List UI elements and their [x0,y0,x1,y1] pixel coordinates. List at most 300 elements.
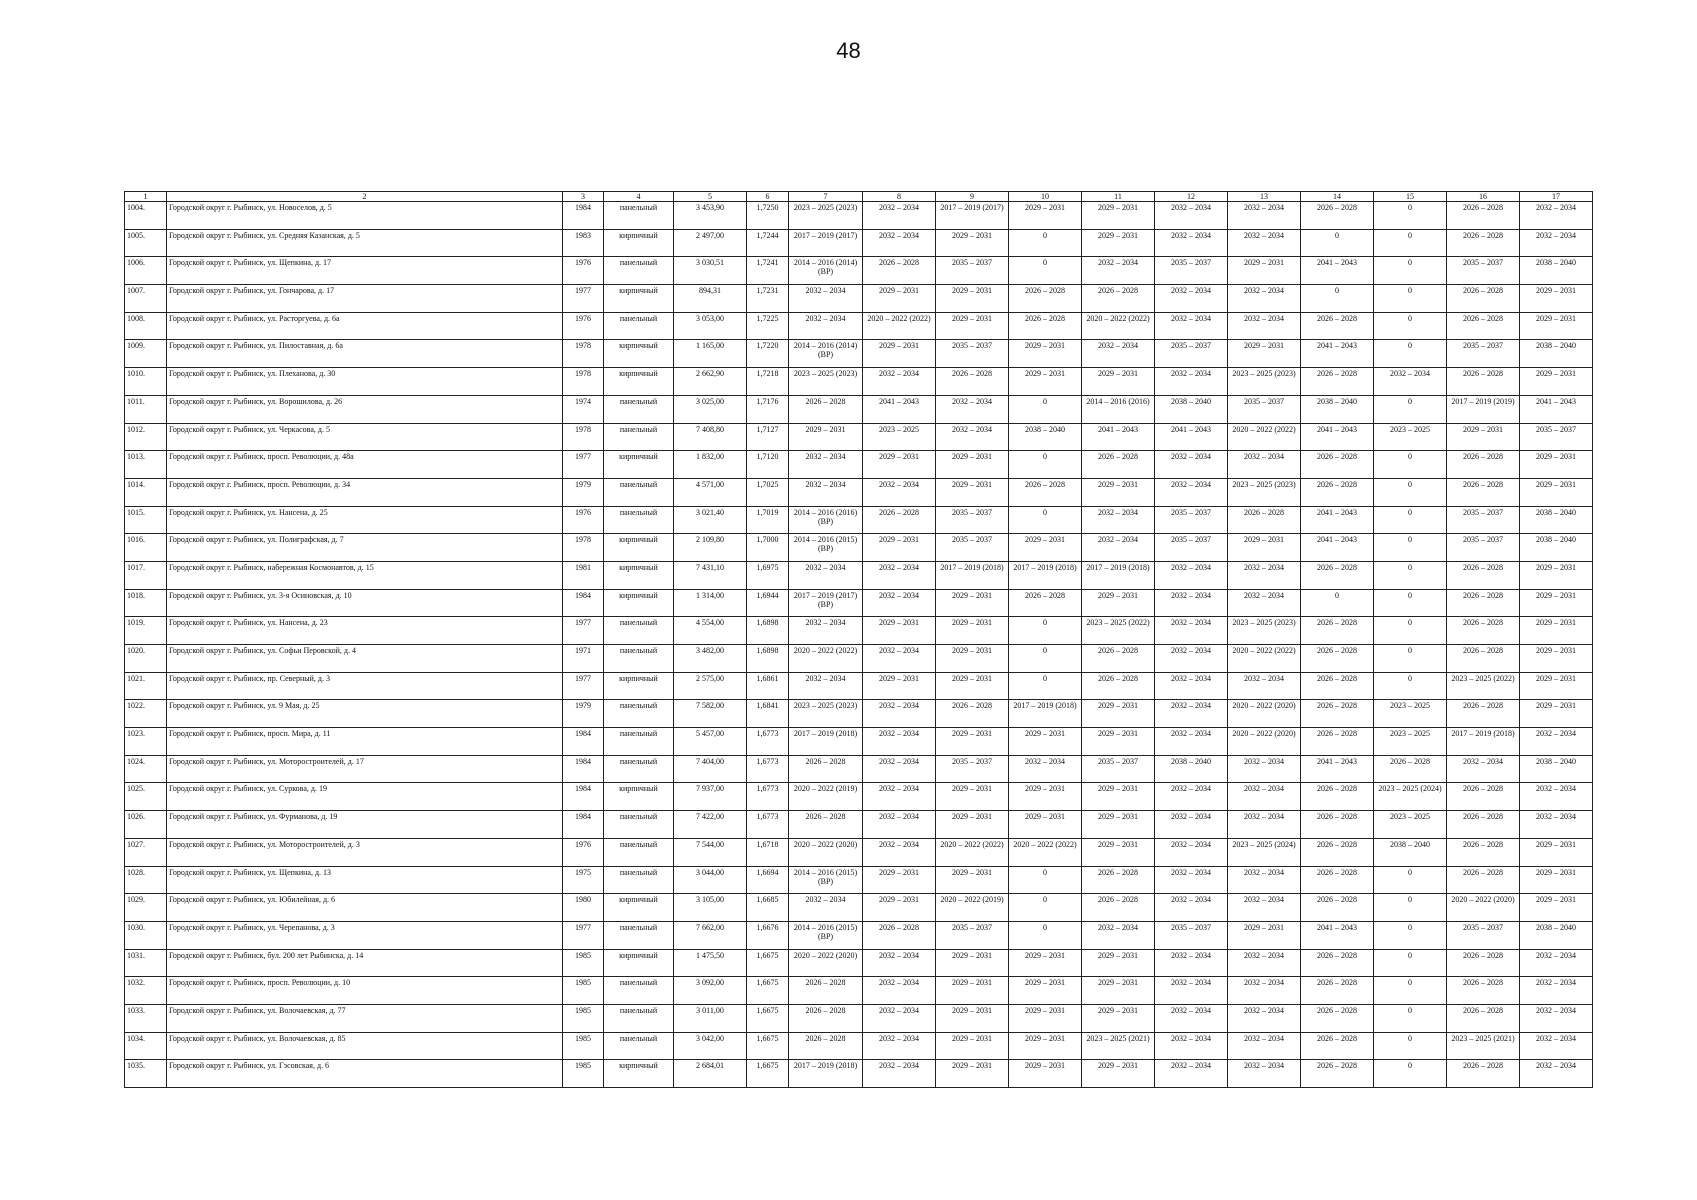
table-cell: 1984 [563,728,604,756]
table-cell: 2017 – 2019 (2018) [789,1060,863,1088]
table-cell: 1984 [563,783,604,811]
table-cell: 2032 – 2034 [1228,1032,1301,1060]
table-cell: 2035 – 2037 [1082,755,1155,783]
table-cell: 2026 – 2028 [1009,589,1082,617]
column-header: 9 [936,192,1009,202]
table-cell: Городской округ г. Рыбинск, ул. Полиграфская, д. 7 [167,534,563,562]
table-cell: 2026 – 2028 [1447,202,1520,230]
table-cell: 2032 – 2034 [863,755,936,783]
table-cell: 1975 [563,866,604,894]
table-cell: панельный [604,921,674,949]
table-cell: 2029 – 2031 [1082,1060,1155,1088]
column-header: 16 [1447,192,1520,202]
table-cell: 2026 – 2028 [789,977,863,1005]
table-cell: 1,7120 [747,451,789,479]
table-cell: 2035 – 2037 [1155,921,1228,949]
table-cell: 3 021,40 [674,506,747,534]
table-cell: 2026 – 2028 [789,811,863,839]
column-header: 15 [1374,192,1447,202]
table-cell: 7 422,00 [674,811,747,839]
table-cell: 1978 [563,423,604,451]
table-cell: 1,6676 [747,921,789,949]
table-cell: 2 497,00 [674,229,747,257]
table-cell: 7 582,00 [674,700,747,728]
table-cell: 1012. [125,423,167,451]
table-cell: 2029 – 2031 [936,285,1009,313]
table-row [125,589,1593,617]
table-cell: 2017 – 2019 (2017) [936,202,1009,230]
table-cell: 2032 – 2034 [1155,368,1228,396]
table-cell: 1,7225 [747,312,789,340]
table-cell: 2026 – 2028 [1082,285,1155,313]
table-cell: 2035 – 2037 [1228,395,1301,423]
table-cell: 2026 – 2028 [1447,285,1520,313]
table-cell: 2026 – 2028 [1447,229,1520,257]
table-cell: 2026 – 2028 [1447,811,1520,839]
table-cell: 2014 – 2016 (2015) (ВР) [789,921,863,949]
table-cell: 2038 – 2040 [1155,755,1228,783]
table-cell: 2035 – 2037 [936,534,1009,562]
table-cell: 2032 – 2034 [1520,202,1593,230]
table-cell: 2026 – 2028 [1228,506,1301,534]
table-cell: 2032 – 2034 [1520,977,1593,1005]
table-cell: 1,6975 [747,561,789,589]
table-cell: 2032 – 2034 [1155,1004,1228,1032]
table-cell: 2032 – 2034 [1228,285,1301,313]
table-row [125,1032,1593,1060]
table-cell: 0 [1009,866,1082,894]
table-cell: 2029 – 2031 [1009,783,1082,811]
table-cell: 2026 – 2028 [1301,451,1374,479]
table-cell: 2029 – 2031 [1228,921,1301,949]
table-cell: 2020 – 2022 (2022) [1228,423,1301,451]
table-cell: 1985 [563,1060,604,1088]
table-cell: 2026 – 2028 [1082,894,1155,922]
table-cell: 2 575,00 [674,672,747,700]
table-cell: Городской округ г. Рыбинск, ул. Расторгуева, д. 6а [167,312,563,340]
table-cell: 2041 – 2043 [1301,506,1374,534]
table-cell: Городской округ г. Рыбинск, ул. Гэсовская, д. 6 [167,1060,563,1088]
table-cell: 2032 – 2034 [1520,949,1593,977]
table-cell: 2032 – 2034 [1228,1004,1301,1032]
table-cell: 0 [1374,202,1447,230]
table-cell: 2029 – 2031 [863,340,936,368]
table-cell: Городской округ г. Рыбинск, ул. Новоселов, д. 5 [167,202,563,230]
table-cell: 2029 – 2031 [1520,561,1593,589]
table-cell: 2032 – 2034 [863,1004,936,1032]
table-cell: 2029 – 2031 [1009,811,1082,839]
table-cell: 1985 [563,1032,604,1060]
table-cell: 2026 – 2028 [1447,1060,1520,1088]
table-row [125,368,1593,396]
table-cell: 2026 – 2028 [1301,949,1374,977]
table-cell: 2023 – 2025 [1374,700,1447,728]
table-cell: 2032 – 2034 [1228,589,1301,617]
table-cell: 0 [1374,506,1447,534]
table-cell: 1025. [125,783,167,811]
table-row [125,811,1593,839]
table-cell: 2029 – 2031 [1082,783,1155,811]
table-cell: 2023 – 2025 [1374,728,1447,756]
table-cell: 2023 – 2025 (2023) [789,368,863,396]
table-row [125,838,1593,866]
table-cell: 2032 – 2034 [863,368,936,396]
table-row [125,755,1593,783]
table-cell: 2014 – 2016 (2016) [1082,395,1155,423]
table-cell: 2029 – 2031 [1082,1004,1155,1032]
table-cell: 7 431,10 [674,561,747,589]
table-cell: 1,6841 [747,700,789,728]
table-cell: 1,6675 [747,1060,789,1088]
table-cell: 2026 – 2028 [1447,312,1520,340]
table-cell: 2020 – 2022 (2020) [1228,700,1301,728]
table-cell: 2029 – 2031 [936,229,1009,257]
table-row [125,423,1593,451]
table-cell: 7 662,00 [674,921,747,949]
table-cell: 2032 – 2034 [863,811,936,839]
table-cell: 0 [1374,921,1447,949]
table-cell: 2020 – 2022 (2022) [863,312,936,340]
table-cell: 0 [1009,451,1082,479]
table-cell: 0 [1009,894,1082,922]
table-cell: 2029 – 2031 [1082,229,1155,257]
table-cell: 2029 – 2031 [1082,589,1155,617]
table-cell: 2032 – 2034 [1155,617,1228,645]
table-cell: панельный [604,838,674,866]
table-cell: 2029 – 2031 [936,617,1009,645]
table-cell: 2029 – 2031 [1009,949,1082,977]
table-cell: 2038 – 2040 [1301,395,1374,423]
table-cell: 1,6898 [747,617,789,645]
table-cell: панельный [604,478,674,506]
table-cell: кирпичный [604,1060,674,1088]
table-cell: 1976 [563,257,604,285]
table-cell: 2029 – 2031 [863,534,936,562]
table-cell: 2032 – 2034 [789,312,863,340]
table-cell: 1971 [563,645,604,673]
table-cell: 2032 – 2034 [789,285,863,313]
table-cell: 2041 – 2043 [1301,921,1374,949]
table-cell: 1,6898 [747,645,789,673]
table-cell: 1,7244 [747,229,789,257]
table-cell: 2035 – 2037 [1155,506,1228,534]
table-cell: 2023 – 2025 (2023) [1228,617,1301,645]
table-cell: 2032 – 2034 [1155,866,1228,894]
table-cell: 2035 – 2037 [1447,340,1520,368]
table-cell: 2032 – 2034 [1228,866,1301,894]
table-cell: 2032 – 2034 [1155,672,1228,700]
table-cell: 1,6861 [747,672,789,700]
table-cell: 2029 – 2031 [936,811,1009,839]
table-cell: 2029 – 2031 [936,783,1009,811]
table-cell: 1974 [563,395,604,423]
table-cell: 2038 – 2040 [1520,921,1593,949]
table-cell: 2032 – 2034 [1155,783,1228,811]
column-header: 13 [1228,192,1301,202]
table-cell: 2032 – 2034 [863,645,936,673]
column-header: 17 [1520,192,1593,202]
table-cell: панельный [604,1004,674,1032]
table-cell: 0 [1374,340,1447,368]
table-cell: 2038 – 2040 [1520,755,1593,783]
table-cell: 2035 – 2037 [936,506,1009,534]
table-cell: 2029 – 2031 [1082,700,1155,728]
table-cell: 2032 – 2034 [863,977,936,1005]
table-cell: 2026 – 2028 [1301,728,1374,756]
table-cell: 1 314,00 [674,589,747,617]
table-cell: 1026. [125,811,167,839]
table-cell: 2029 – 2031 [1520,672,1593,700]
table-row [125,451,1593,479]
table-cell: 2017 – 2019 (2018) [1009,561,1082,589]
table-cell: 1984 [563,202,604,230]
table-cell: 2026 – 2028 [1447,866,1520,894]
table-cell: 2023 – 2025 (2022) [1447,672,1520,700]
table-cell: 1977 [563,285,604,313]
table-cell: 2032 – 2034 [1520,728,1593,756]
table-cell: 2032 – 2034 [936,423,1009,451]
table-cell: 1,6773 [747,783,789,811]
table-cell: 7 404,00 [674,755,747,783]
table-cell: 1,7025 [747,478,789,506]
table-cell: 2029 – 2031 [1009,1004,1082,1032]
table-cell: 3 105,00 [674,894,747,922]
table-cell: 2032 – 2034 [1155,1060,1228,1088]
table-cell: 2026 – 2028 [1301,312,1374,340]
column-header: 14 [1301,192,1374,202]
table-cell: панельный [604,506,674,534]
table-cell: кирпичный [604,589,674,617]
table-cell: 2026 – 2028 [1301,1004,1374,1032]
table-cell: 1984 [563,811,604,839]
table-cell: 2029 – 2031 [1082,368,1155,396]
table-cell: 2029 – 2031 [863,866,936,894]
table-cell: 2032 – 2034 [789,478,863,506]
table-cell: 2020 – 2022 (2019) [789,783,863,811]
table-row [125,728,1593,756]
table-cell: 1985 [563,1004,604,1032]
table-cell: Городской округ г. Рыбинск, ул. Софьи Перовской, д. 4 [167,645,563,673]
table-cell: 2032 – 2034 [1520,783,1593,811]
table-cell: 2035 – 2037 [1447,506,1520,534]
table-cell: панельный [604,617,674,645]
table-cell: 0 [1374,894,1447,922]
table-cell: панельный [604,977,674,1005]
table-cell: 0 [1374,977,1447,1005]
table-cell: 1011. [125,395,167,423]
table-cell: 2029 – 2031 [1082,949,1155,977]
table-cell: 3 482,00 [674,645,747,673]
table-cell: 2017 – 2019 (2018) [1447,728,1520,756]
table-cell: 0 [1374,866,1447,894]
table-cell: Городской округ г. Рыбинск, ул. Пилоставная, д. 6а [167,340,563,368]
table-cell: 2029 – 2031 [936,1032,1009,1060]
table-cell: 1978 [563,534,604,562]
table-cell: 2038 – 2040 [1374,838,1447,866]
table-cell: 2026 – 2028 [789,755,863,783]
table-cell: 2026 – 2028 [1447,977,1520,1005]
table-cell: 2017 – 2019 (2017) (ВР) [789,589,863,617]
table-cell: 2026 – 2028 [1447,589,1520,617]
table-cell: 2029 – 2031 [1520,285,1593,313]
table-cell: 1008. [125,312,167,340]
table-cell: 2023 – 2025 (2023) [789,202,863,230]
table-cell: 2017 – 2019 (2018) [936,561,1009,589]
table-cell: 2029 – 2031 [863,285,936,313]
table-cell: 2 109,80 [674,534,747,562]
table-cell: 5 457,00 [674,728,747,756]
table-cell: 2020 – 2022 (2019) [936,894,1009,922]
table-cell: 2029 – 2031 [1520,894,1593,922]
table-cell: 1032. [125,977,167,1005]
table-cell: 2032 – 2034 [1228,811,1301,839]
table-cell: Городской округ г. Рыбинск, ул. Моторостроителей, д. 17 [167,755,563,783]
table-cell: 3 044,00 [674,866,747,894]
table-cell: 2029 – 2031 [936,451,1009,479]
table-cell: 2026 – 2028 [1301,1060,1374,1088]
table-cell: 2026 – 2028 [1009,478,1082,506]
table-cell: 2026 – 2028 [1301,645,1374,673]
table-cell: 7 544,00 [674,838,747,866]
table-cell: 2032 – 2034 [1228,949,1301,977]
table-cell: 0 [1009,395,1082,423]
table-cell: 2023 – 2025 (2023) [789,700,863,728]
table-cell: 1976 [563,838,604,866]
table-cell: 2026 – 2028 [1447,1004,1520,1032]
table-cell: 2026 – 2028 [1447,783,1520,811]
table-cell: 2032 – 2034 [1009,755,1082,783]
table-cell: 2026 – 2028 [789,395,863,423]
table-cell: 2026 – 2028 [1301,700,1374,728]
table-cell: 1,6944 [747,589,789,617]
table-cell: 2035 – 2037 [1447,257,1520,285]
table-row [125,229,1593,257]
table-cell: 0 [1374,229,1447,257]
table-cell: 2035 – 2037 [936,340,1009,368]
table-row [125,312,1593,340]
table-cell: 2026 – 2028 [1447,645,1520,673]
table-cell: 1029. [125,894,167,922]
table-cell: 1979 [563,478,604,506]
table-cell: 2026 – 2028 [1301,202,1374,230]
column-header: 8 [863,192,936,202]
table-cell: 2032 – 2034 [1520,811,1593,839]
table-cell: 1979 [563,700,604,728]
table-cell: 1,7000 [747,534,789,562]
table-cell: 2023 – 2025 (2024) [1374,783,1447,811]
table-cell: 1977 [563,451,604,479]
table-cell: 2032 – 2034 [1155,977,1228,1005]
table-cell: 2023 – 2025 (2023) [1228,478,1301,506]
table-cell: 2029 – 2031 [863,672,936,700]
table-cell: Городской округ г. Рыбинск, ул. Моторостроителей, д. 3 [167,838,563,866]
table-cell: 0 [1374,1060,1447,1088]
table-cell: 2029 – 2031 [936,478,1009,506]
table-cell: панельный [604,257,674,285]
table-cell: 0 [1374,534,1447,562]
table-cell: 1033. [125,1004,167,1032]
table-cell: 2026 – 2028 [1447,838,1520,866]
table-row [125,949,1593,977]
table-cell: 2029 – 2031 [1228,534,1301,562]
table-row [125,395,1593,423]
table-cell: 2023 – 2025 [1374,423,1447,451]
table-cell: Городской округ г. Рыбинск, просп. Революции, д. 10 [167,977,563,1005]
table-cell: 2026 – 2028 [1301,838,1374,866]
table-cell: 7 937,00 [674,783,747,811]
table-cell: Городской округ г. Рыбинск, ул. Волочаевская, д. 85 [167,1032,563,1060]
table-cell: 2026 – 2028 [863,257,936,285]
table-cell: 2029 – 2031 [1009,1032,1082,1060]
table-cell: 1978 [563,368,604,396]
table-cell: 2014 – 2016 (2015) (ВР) [789,866,863,894]
table-cell: 2026 – 2028 [1447,949,1520,977]
table-cell: кирпичный [604,368,674,396]
table-cell: 1,6718 [747,838,789,866]
table-cell: 2026 – 2028 [1301,1032,1374,1060]
table-cell: 2026 – 2028 [936,368,1009,396]
table-cell: 2029 – 2031 [1447,423,1520,451]
table-cell: 2026 – 2028 [1374,755,1447,783]
column-header: 12 [1155,192,1228,202]
table-cell: Городской округ г. Рыбинск, ул. Черепанова, д. 3 [167,921,563,949]
table-cell: 1976 [563,506,604,534]
table-cell: 2032 – 2034 [1155,811,1228,839]
table-cell: 2026 – 2028 [1301,561,1374,589]
table-cell: 2032 – 2034 [1155,589,1228,617]
table-cell: панельный [604,811,674,839]
table-cell: 2029 – 2031 [1009,1060,1082,1088]
table-cell: 2032 – 2034 [1228,451,1301,479]
table-cell: 1034. [125,1032,167,1060]
table-cell: Городской округ г. Рыбинск, ул. Волочаевская, д. 77 [167,1004,563,1032]
table-cell: 2014 – 2016 (2016) (ВР) [789,506,863,534]
table-cell: кирпичный [604,534,674,562]
table-cell: 1,6675 [747,949,789,977]
table-cell: 2026 – 2028 [1082,672,1155,700]
table-cell: 2041 – 2043 [1155,423,1228,451]
table-cell: 2017 – 2019 (2018) [1082,561,1155,589]
table-cell: 2026 – 2028 [863,506,936,534]
table-cell: 2029 – 2031 [789,423,863,451]
table-cell: 2014 – 2016 (2014) (ВР) [789,257,863,285]
table-cell: 1028. [125,866,167,894]
table-cell: 2026 – 2028 [789,1032,863,1060]
table-cell: 2041 – 2043 [1082,423,1155,451]
table-cell: 2032 – 2034 [863,1032,936,1060]
table-cell: 2032 – 2034 [789,672,863,700]
table-cell: 2020 – 2022 (2022) [1082,312,1155,340]
table-cell: 2029 – 2031 [1009,368,1082,396]
table-row [125,783,1593,811]
table-cell: панельный [604,866,674,894]
table-cell: 1977 [563,921,604,949]
table-cell: 0 [1374,589,1447,617]
table-cell: 1021. [125,672,167,700]
table-cell: кирпичный [604,340,674,368]
table-cell: 2026 – 2028 [1082,451,1155,479]
table-cell: 1022. [125,700,167,728]
table-cell: 2023 – 2025 (2023) [1228,368,1301,396]
table-cell: 2026 – 2028 [1301,811,1374,839]
table-cell: 0 [1301,589,1374,617]
table-row [125,700,1593,728]
table-cell: 2038 – 2040 [1520,340,1593,368]
table-cell: 0 [1374,312,1447,340]
table-cell: 2032 – 2034 [1228,229,1301,257]
table-cell: 2038 – 2040 [1520,257,1593,285]
table-cell: 1,6675 [747,1004,789,1032]
